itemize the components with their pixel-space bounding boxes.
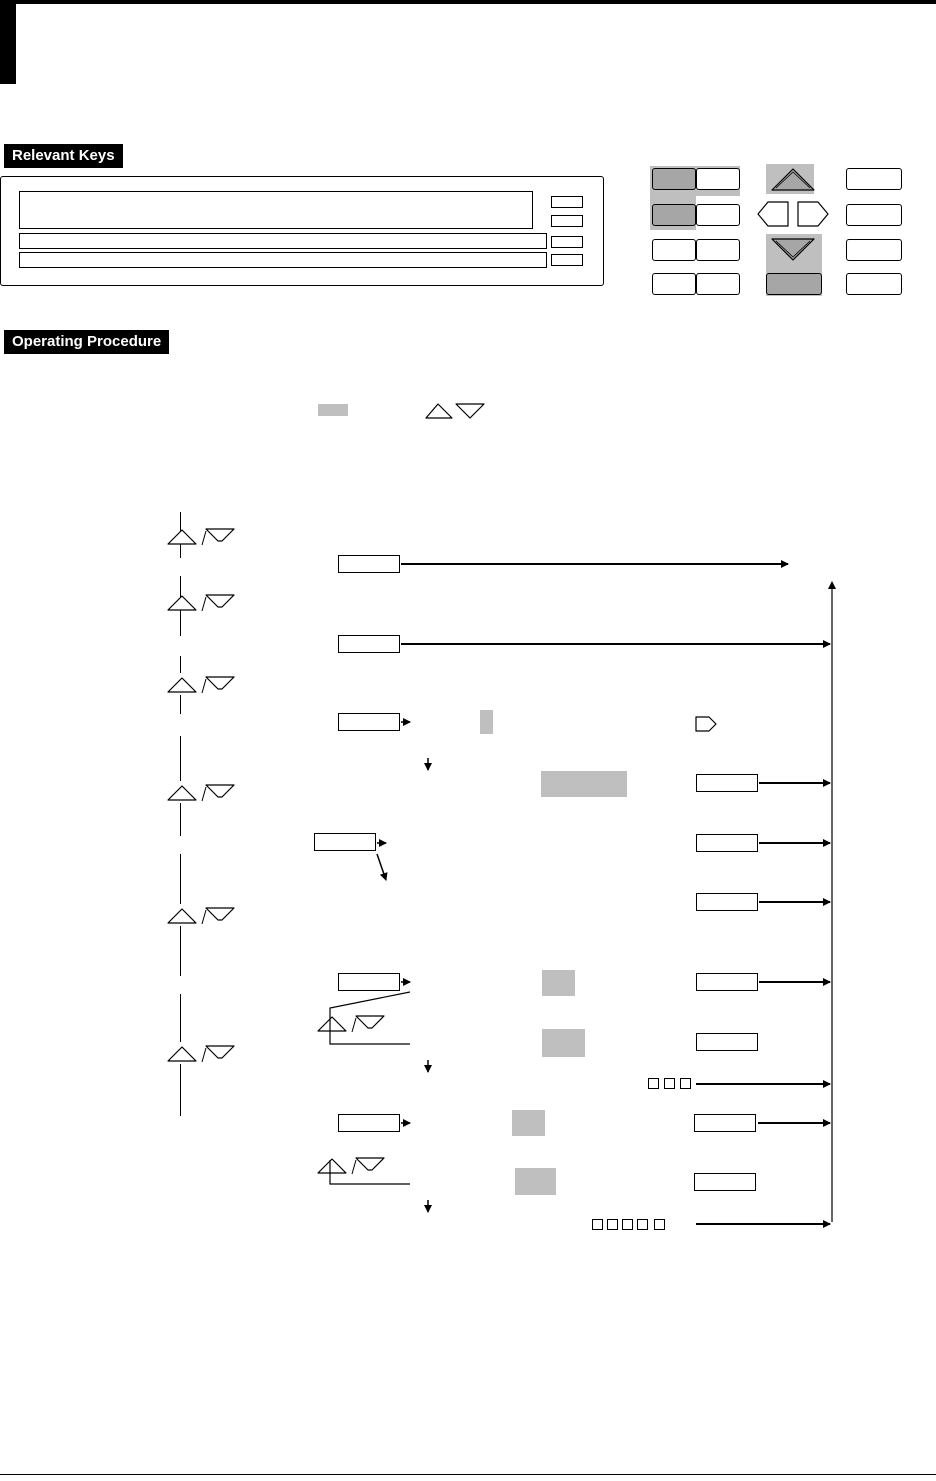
relevant-keys-heading: Relevant Keys xyxy=(4,144,123,168)
bottom-rule xyxy=(0,1474,936,1475)
loop-line xyxy=(330,992,410,1044)
arrow-icon xyxy=(377,854,386,880)
operating-procedure-heading: Operating Procedure xyxy=(4,330,169,354)
loop-line xyxy=(330,1160,410,1184)
